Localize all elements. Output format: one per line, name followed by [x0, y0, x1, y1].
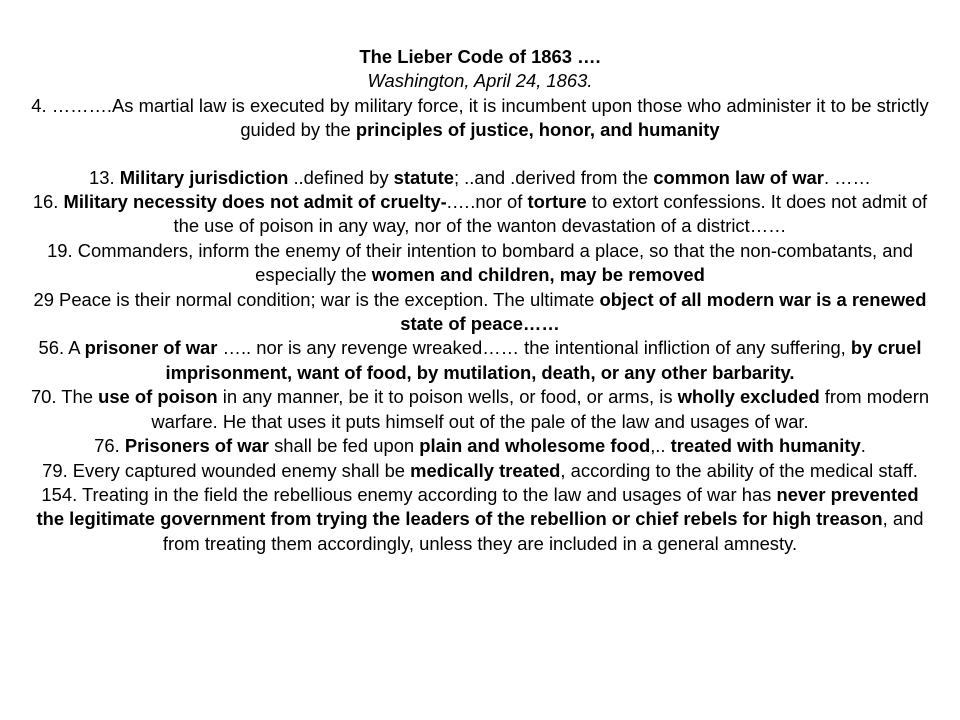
article-76-text-4: . [860, 435, 866, 457]
article-16-text-1: 16. [32, 191, 64, 213]
article-29-text: 29 Peace is their normal condition; war is the exception. The ultimate [33, 288, 600, 310]
paragraph-gap [30, 143, 930, 166]
article-76-emphasis-3: treated with humanity [670, 435, 861, 457]
article-70-text-3: from modern warfare. He that uses it puts himself out of the pale of the law and usages of war. [151, 386, 930, 432]
article-4-emphasis: principles of justice, honor, and humanity [355, 119, 720, 141]
article-56-text-2: ….. nor is any revenge wreaked…… the intentional infliction of any suffering, [217, 337, 851, 359]
article-16-text-2: .….nor of [446, 191, 528, 213]
article-13 [30, 166, 930, 190]
article-154-text-2: , and from treating them accordingly, unless they are included in a general amnesty. [162, 508, 924, 554]
article-13-text-3: ; ..and .derived from the [453, 166, 654, 188]
article-154-emphasis: never prevented the legitimate government from trying the leaders of the rebellion or chief rebels for high treason [36, 483, 919, 530]
article-76-text-1: 76. [94, 435, 125, 457]
article-70-emphasis-1: use of poison [98, 386, 218, 408]
article-56 [30, 336, 930, 385]
article-56-emphasis-2: by cruel imprisonment, want of food, by mutilation, death, or any other barbarity. [165, 337, 922, 383]
article-76-emphasis-1: Prisoners of war [124, 435, 269, 457]
article-13-text-2: ..defined by [288, 166, 394, 188]
article-13-emphasis-1: Military jurisdiction [119, 166, 289, 188]
article-154-text-1: 154. Treating in the field the rebellious enemy according to the law and usages of war has [41, 483, 777, 505]
article-13-text-1: 13. [89, 166, 120, 188]
article-19-emphasis: women and children, may be removed [371, 264, 705, 286]
slide-title: The Lieber Code of 1863 …. [359, 46, 601, 67]
article-76 [30, 434, 930, 458]
article-19 [30, 239, 930, 288]
article-19-text: 19. Commanders, inform the enemy of their intention to bombard a place, so that the non-combatants, and especially the [47, 239, 913, 286]
article-79-text-1: 79. Every captured wounded enemy shall be [42, 459, 411, 481]
article-79-emphasis: medically treated [410, 459, 561, 481]
article-16-emphasis-2: torture [527, 191, 587, 213]
article-13-emphasis-2: statute [393, 166, 454, 188]
article-4-text: 4. ……….As martial law is executed by military force, it is incumbent upon those who administer it to be strictly guided by the [31, 94, 929, 141]
article-79 [30, 459, 930, 483]
article-29 [30, 288, 930, 337]
article-70-emphasis-2: wholly excluded [677, 386, 820, 408]
article-13-emphasis-3: common law of war [653, 166, 824, 188]
slide-body [30, 45, 930, 556]
article-16 [30, 190, 930, 239]
article-16-text-3: to extort confessions. It does not admit of the use of poison in any way, nor of the wanton devastation of a district…… [173, 191, 928, 237]
article-70 [30, 385, 930, 434]
article-154 [30, 483, 930, 556]
article-70-text-1: 70. The [30, 386, 99, 408]
article-76-text-3: ,.. [650, 435, 671, 457]
article-76-text-2: shall be fed upon [268, 435, 420, 457]
article-79-text-2: , according to the ability of the medical staff. [560, 459, 918, 481]
article-76-emphasis-2: plain and wholesome food [419, 435, 651, 457]
article-16-emphasis-1: Military necessity does not admit of cruelty- [63, 191, 447, 213]
article-56-text-1: 56. A [38, 337, 85, 359]
dateline: Washington, April 24, 1863. [367, 70, 593, 92]
article-4 [30, 94, 930, 143]
article-29-emphasis: object of all modern war is a renewed state of peace…… [400, 288, 927, 335]
article-70-text-2: in any manner, be it to poison wells, or food, or arms, is [217, 386, 678, 408]
article-13-text-4: . …… [823, 166, 871, 188]
article-56-emphasis-1: prisoner of war [84, 337, 218, 359]
